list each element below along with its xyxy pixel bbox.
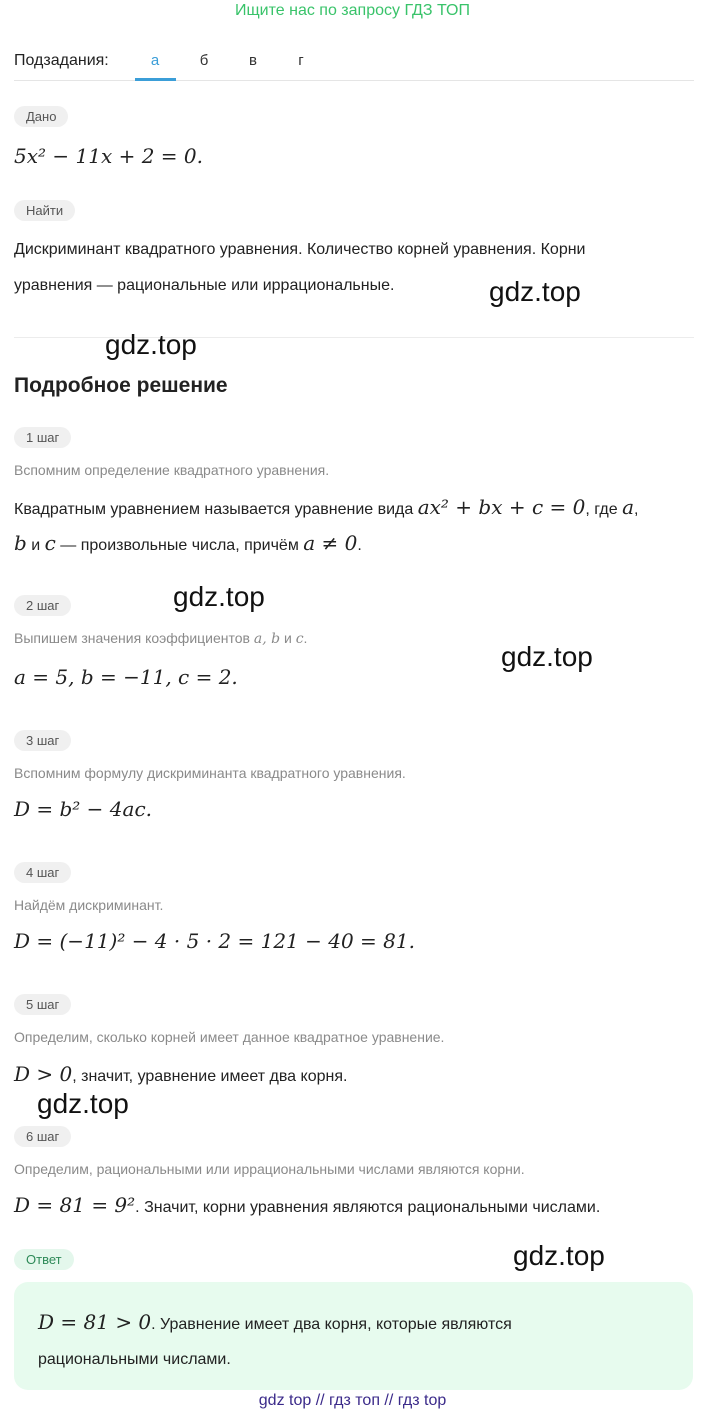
tab-a[interactable]: а <box>150 52 160 69</box>
step-5-hint: Определим, сколько корней имеет данное квадратное уравнение. <box>14 1029 445 1045</box>
solution-title: Подробное решение <box>14 374 228 397</box>
find-badge: Найти <box>14 200 75 221</box>
step-2-hint-text: Выпишем значения коэффициентов <box>14 630 254 646</box>
step-3-equation: D = b² − 4ac. <box>14 797 153 821</box>
watermark: gdz.top <box>173 581 265 612</box>
find-line-1: Дискриминант квадратного уравнения. Количество корней уравнения. Корни <box>14 241 586 258</box>
step-6-text: . Значит, корни уравнения являются рациональными числами. <box>135 1199 601 1216</box>
given-badge: Дано <box>14 106 68 127</box>
step-6-hint: Определим, рациональными или иррациональными числами являются корни. <box>14 1161 525 1177</box>
given-equation: 5x² − 11x + 2 = 0. <box>14 144 203 168</box>
step-1-line-1 <box>14 489 704 528</box>
watermark: gdz.top <box>489 276 581 307</box>
step-6-formula: D = 81 = 9² <box>14 1193 136 1217</box>
tab-b[interactable]: б <box>199 52 209 69</box>
step-1-and: и <box>26 537 45 554</box>
step-2-hint-and: и <box>280 630 296 646</box>
watermark: gdz.top <box>37 1088 129 1119</box>
step-1-condition: a ≠ 0 <box>303 531 358 555</box>
watermark: gdz.top <box>501 641 593 672</box>
subtasks-label: Подзадания: <box>14 52 109 69</box>
step-2-equation: a = 5, b = −11, c = 2. <box>14 665 238 689</box>
step-6-line <box>14 1187 704 1226</box>
tab-v[interactable]: в <box>249 52 257 69</box>
answer-line-2: рациональными числами. <box>38 1351 231 1368</box>
active-tab-indicator <box>135 78 176 81</box>
step-1-badge: 1 шаг <box>14 427 71 448</box>
answer-line-1 <box>38 1304 678 1343</box>
step-1-var-b: b <box>14 531 27 555</box>
step-4-badge: 4 шаг <box>14 862 71 883</box>
step-5-badge: 5 шаг <box>14 994 71 1015</box>
watermark: gdz.top <box>105 329 197 360</box>
step-5-text: , значит, уравнение имеет два корня. <box>72 1068 348 1085</box>
answer-formula: D = 81 > 0 <box>38 1310 152 1334</box>
step-1-comma: , <box>634 501 639 518</box>
step-1-text: Квадратным уравнением называется уравнение вида <box>14 501 418 518</box>
step-2-hint-vars: a, b <box>253 631 281 647</box>
tab-g[interactable]: г <box>298 52 304 69</box>
step-4-equation: D = (−11)² − 4 · 5 · 2 = 121 − 40 = 81. <box>14 929 415 953</box>
watermark: gdz.top <box>513 1240 605 1271</box>
step-5-formula: D > 0 <box>14 1062 73 1086</box>
subtasks-bar <box>14 44 694 81</box>
step-1-line-2-text: — произвольные числа, причём <box>55 537 304 554</box>
step-2-hint-period: . <box>303 630 308 646</box>
step-1-period: . <box>357 537 362 554</box>
step-3-hint: Вспомним формулу дискриминанта квадратного уравнения. <box>14 765 406 781</box>
answer-text-1: . Уравнение имеет два корня, которые являются <box>151 1316 512 1333</box>
step-3-badge: 3 шаг <box>14 730 71 751</box>
step-2-hint <box>14 630 307 647</box>
find-line-2: уравнения — рациональные или иррациональные. <box>14 277 395 294</box>
step-1-formula: ax² + bx + c = 0 <box>417 495 586 519</box>
step-1-text-where: , где <box>585 501 623 518</box>
step-2-badge: 2 шаг <box>14 595 71 616</box>
search-banner[interactable]: Ищите нас по запросу ГДЗ ТОП <box>235 2 470 19</box>
step-2-hint-var-c: c <box>295 631 304 647</box>
step-1-hint: Вспомним определение квадратного уравнения. <box>14 462 330 478</box>
footer-links[interactable]: gdz top // гдз топ // гдз top <box>258 1392 447 1409</box>
step-1-var-c: c <box>44 531 56 555</box>
step-6-badge: 6 шаг <box>14 1126 71 1147</box>
step-1-line-2 <box>14 525 694 564</box>
answer-badge: Ответ <box>14 1249 74 1270</box>
step-4-hint: Найдём дискриминант. <box>14 897 164 913</box>
step-1-var-a: a <box>622 495 634 519</box>
